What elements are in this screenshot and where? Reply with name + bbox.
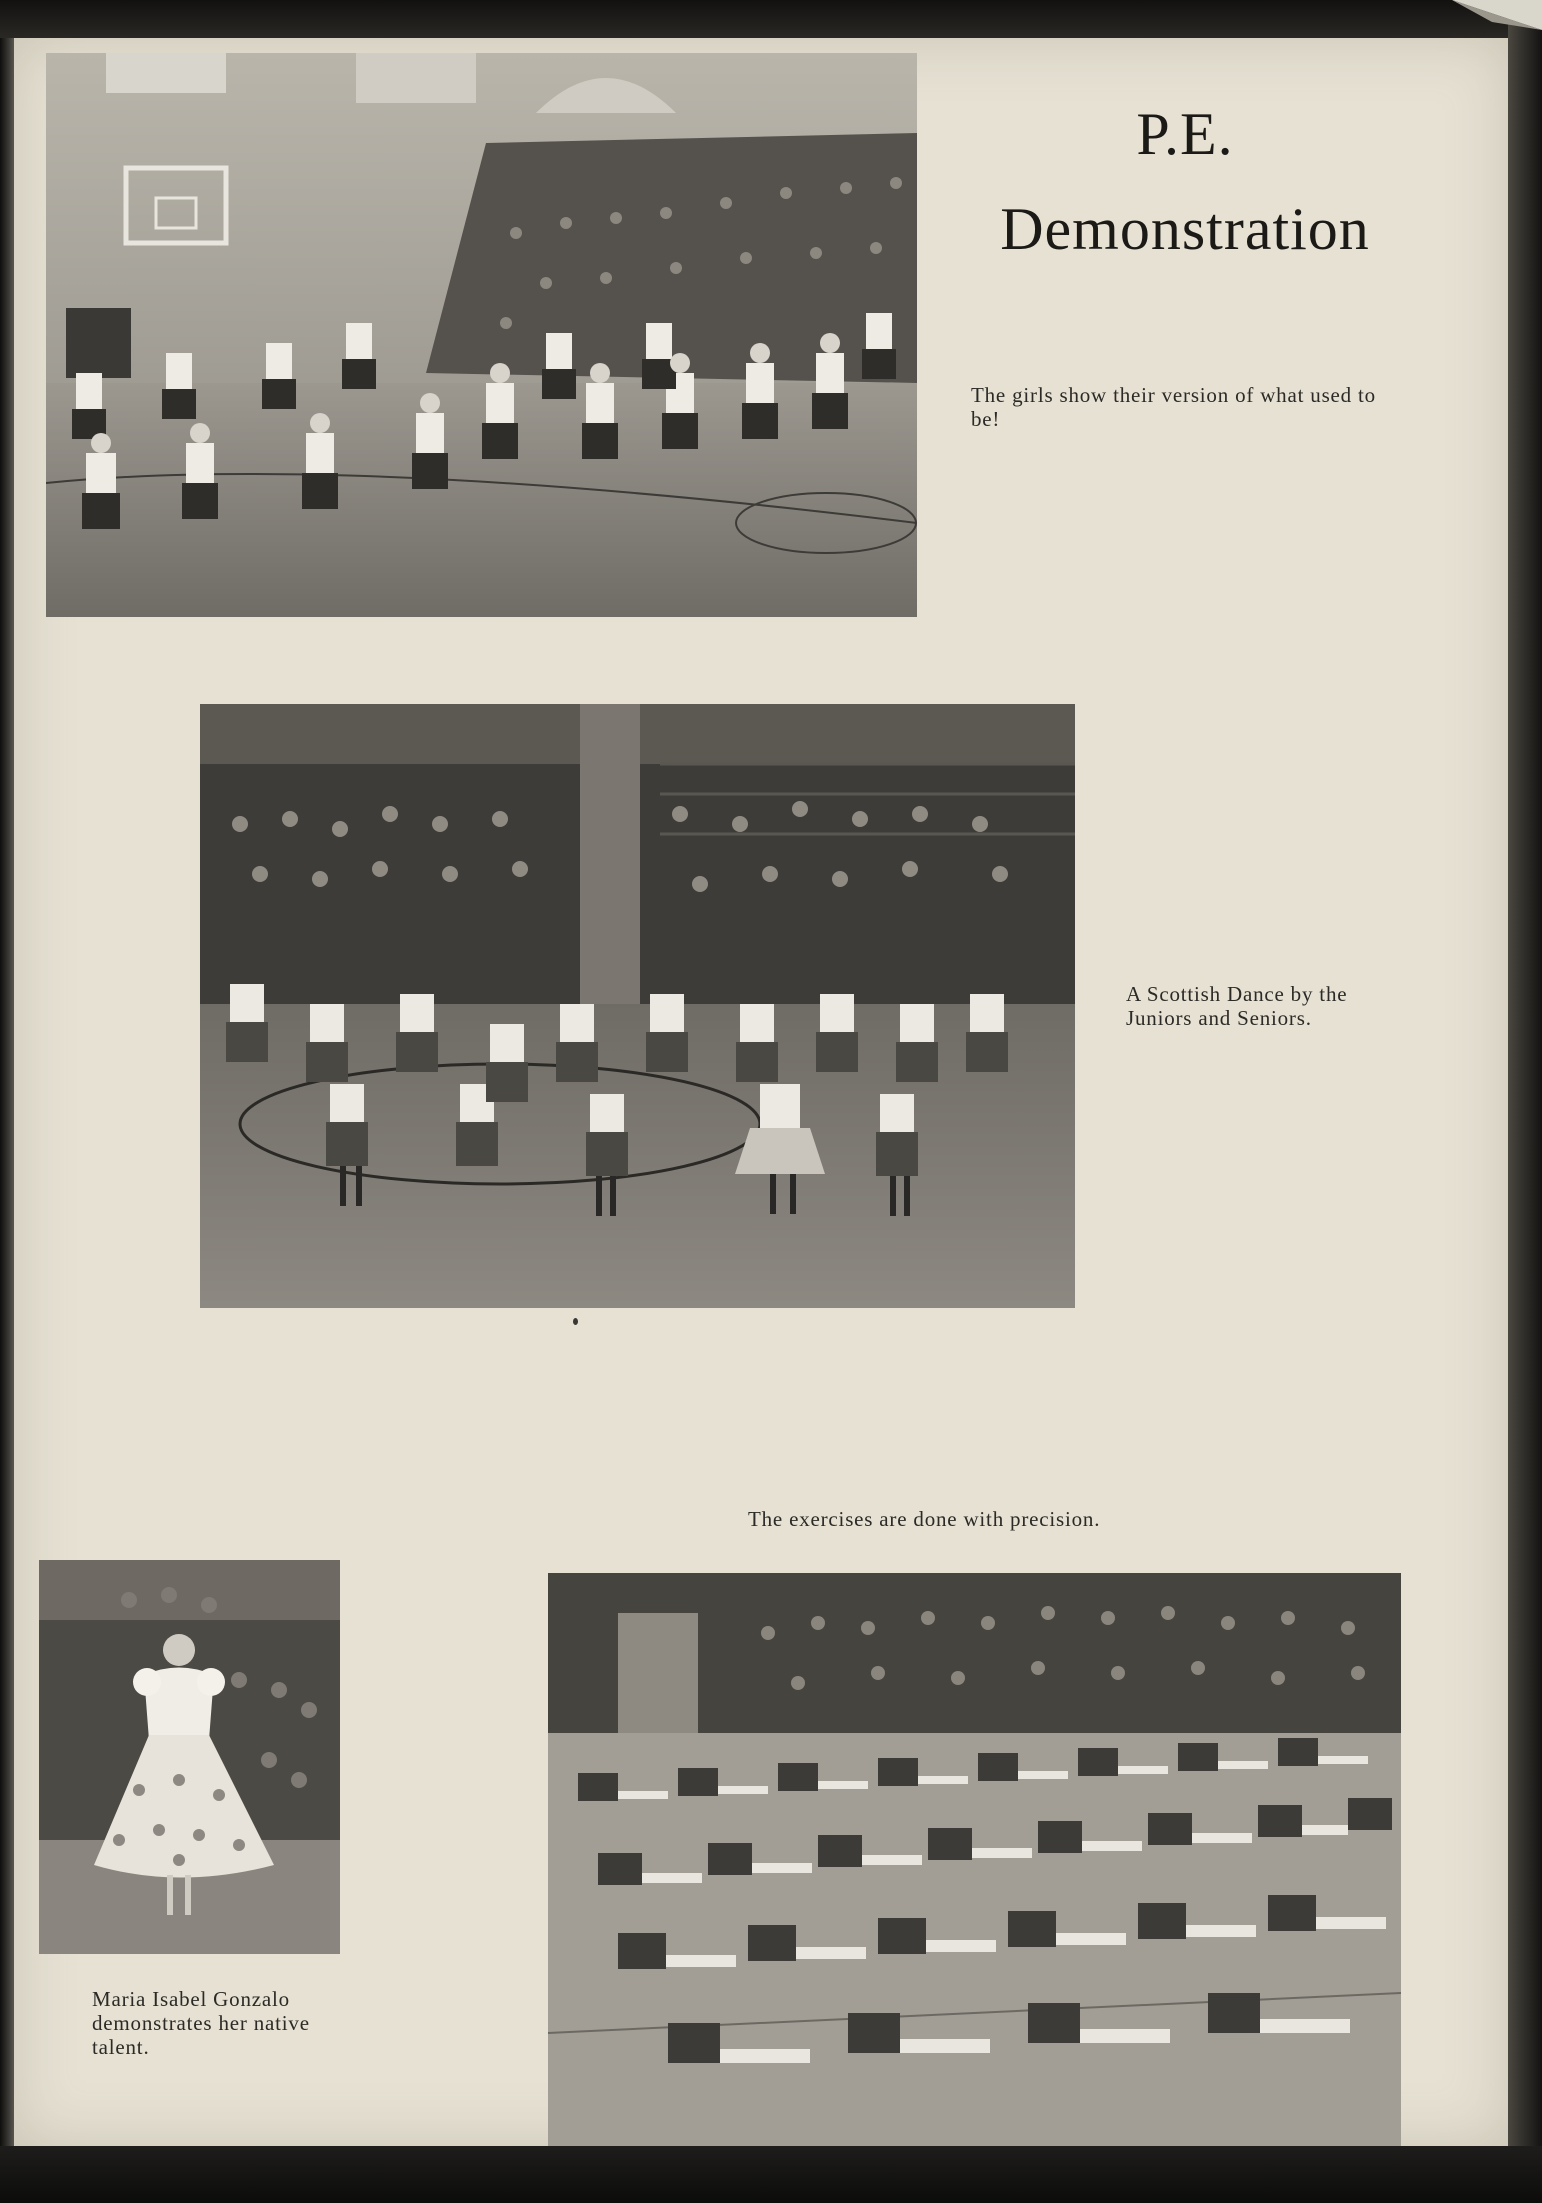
scan-top-edge <box>0 0 1542 38</box>
caption-bottom-right-photo: The exercises are done with precision. <box>748 1507 1101 1531</box>
page-title-line2: Demonstration <box>1000 196 1370 262</box>
photo-girls-gym <box>46 53 917 617</box>
page-binding <box>0 0 14 2203</box>
page-title-line1: P.E. <box>1136 101 1234 167</box>
scan-bottom-edge <box>0 2146 1542 2203</box>
caption-top-photo: The girls show their version of what used to be! <box>971 383 1376 431</box>
print-speck <box>573 1318 578 1325</box>
photo-solo-dancer <box>39 1560 340 1954</box>
scan-right-edge <box>1508 0 1542 2203</box>
caption-middle-photo: A Scottish Dance by the Juniors and Seniors. <box>1126 982 1348 1030</box>
caption-bottom-left-photo: Maria Isabel Gonzalo demonstrates her native talent. <box>92 1987 310 2059</box>
page-corner-flap <box>1432 0 1542 40</box>
photo-scottish-dance <box>200 704 1075 1308</box>
photo-floor-exercises <box>548 1573 1401 2148</box>
